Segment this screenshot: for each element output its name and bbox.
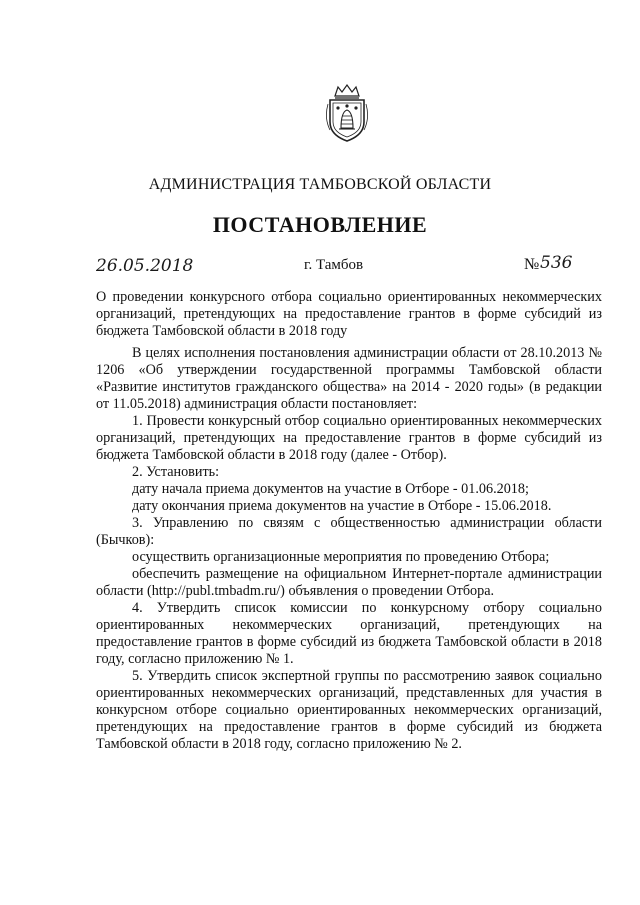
paragraph-2b: дату окончания приема документов на участие в Отборе - 15.06.2018. [132, 498, 552, 514]
paragraph-5: 5. Утвердить список экспертной группы по рассмотрению заявок социально ориентированных некоммерческих организаций, представленных для участия в конкурсном отборе социально ориентированных некоммерческих организаций, претендующих на предоставление грантов в форме субсидий из бюджета Тамбовской области в 2018 году, согласно приложению № 2. [96, 668, 602, 752]
paragraph-2a: дату начала приема документов на участие в Отборе - 01.06.2018; [132, 481, 529, 497]
paragraph-3b: обеспечить размещение на официальном Интернет-портале администрации области (http://publ.tmbadm.ru/) объявления о проведении Отбора. [96, 566, 602, 599]
paragraph-3a: осуществить организационные мероприятия по проведению Отбора; [132, 549, 550, 565]
document-number-label: № [524, 256, 540, 273]
paragraph-3: 3. Управлению по связям с общественностью администрации области (Бычков): [96, 515, 602, 548]
preamble-paragraph: В целях исполнения постановления администрации области от 28.10.2013 № 1206 «Об утверждении государственной программы Тамбовской области «Развитие институтов гражданского общества» на 2014 - 2020 годы» (в редакции от 11.05.2018) администрация области постановляет: [96, 345, 602, 412]
paragraph-2: 2. Установить: [132, 464, 220, 480]
document-body [96, 345, 602, 753]
document-type-title: ПОСТАНОВЛЕНИЕ [212, 212, 428, 237]
document-subject: О проведении конкурсного отбора социально ориентированных некоммерческих организаций, претендующих на предоставление грантов в форме субсидий из бюджета Тамбовской области в 2018 году [96, 289, 602, 339]
document-date: 26.05.2018 [96, 256, 194, 276]
paragraph-1: 1. Провести конкурсный отбор социально ориентированных некоммерческих организаций, претендующих на предоставление грантов в форме субсидий из бюджета Тамбовской области в 2018 году (далее - Отбор). [96, 413, 602, 463]
paragraph-4: 4. Утвердить список комиссии по конкурсному отбору социально ориентированных некоммерческих организаций, претендующих на предоставление грантов в форме субсидий из бюджета Тамбовской области в 2018 году, согласно приложению № 1. [96, 600, 602, 667]
organization-name: АДМИНИСТРАЦИЯ ТАМБОВСКОЙ ОБЛАСТИ [148, 176, 492, 193]
coat-of-arms-icon [322, 82, 372, 144]
document-number: 536 [540, 253, 573, 273]
document-city: г. Тамбов [304, 257, 364, 273]
